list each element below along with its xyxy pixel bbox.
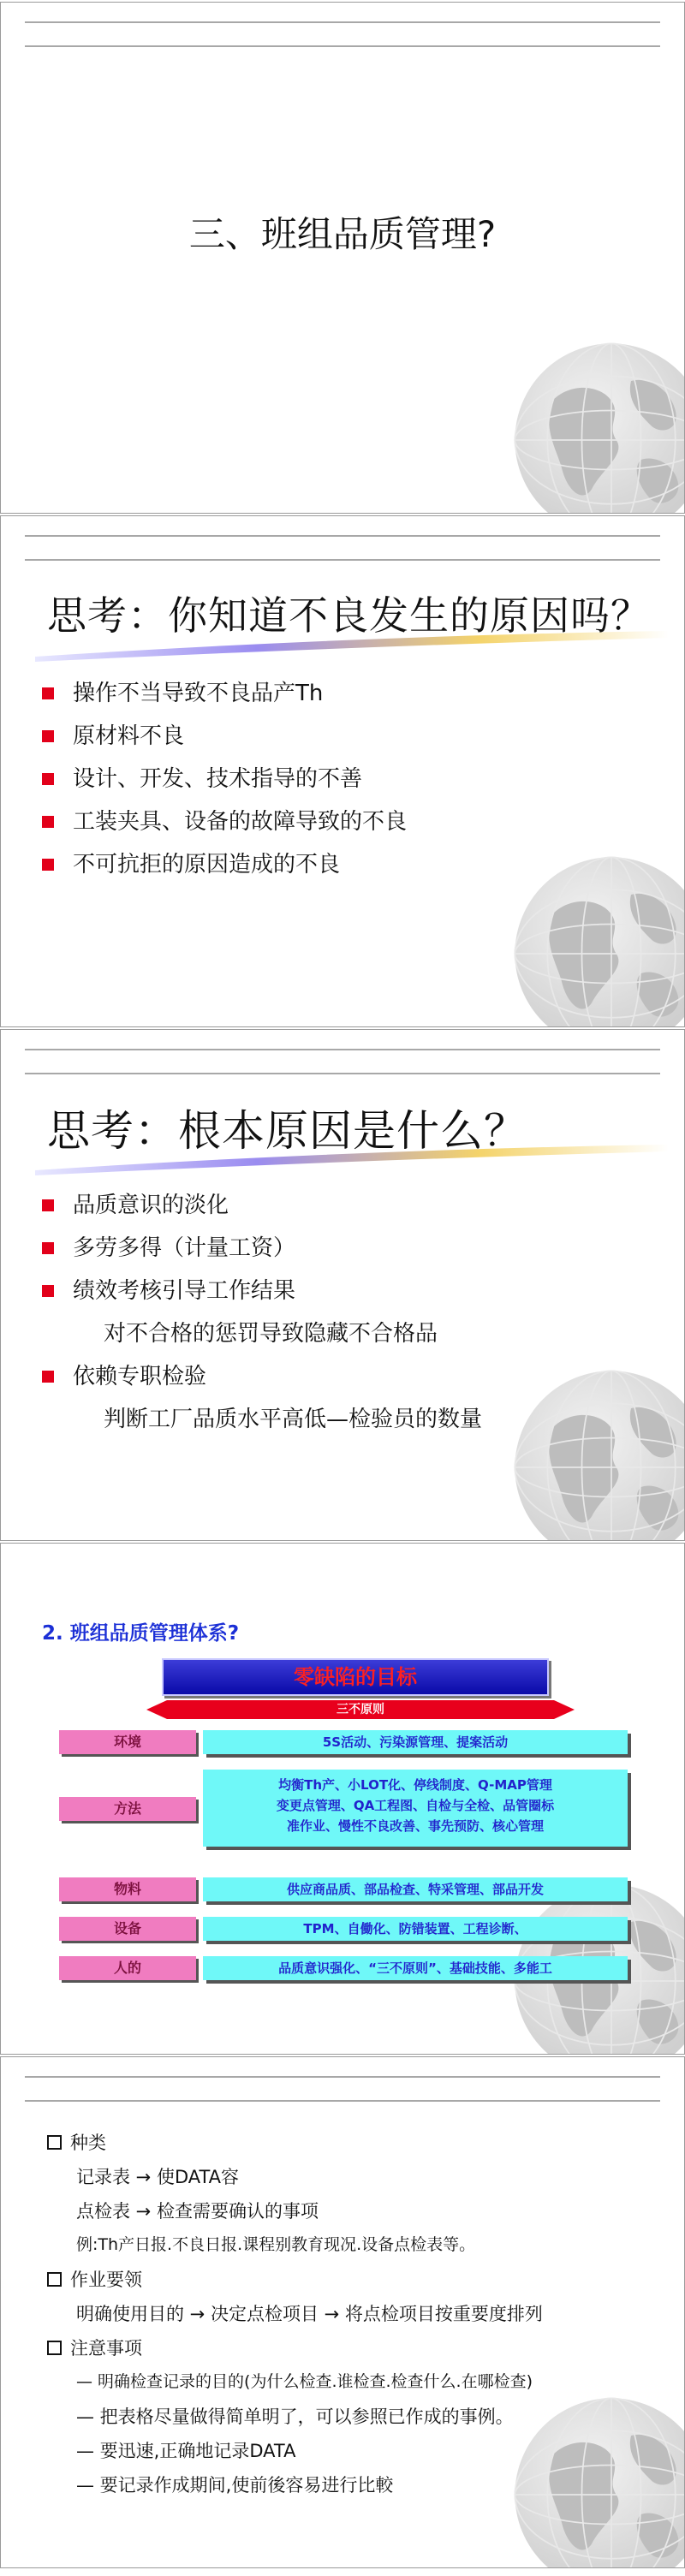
- text-row: — 把表格尽量做得简单明了，可以参照已作成的事例。: [76, 2406, 514, 2427]
- checkbox-icon: [47, 2341, 62, 2355]
- globe-icon: [513, 1369, 685, 1541]
- list-item-text: 多劳多得（计量工资）: [73, 1235, 296, 1261]
- top-rule: [25, 2100, 660, 2102]
- square-bullet-icon: [42, 730, 54, 742]
- list-item-sub: [73, 1312, 482, 1355]
- globe-icon: [513, 342, 685, 514]
- heading-row: [47, 2129, 106, 2155]
- globe-icon: [513, 855, 685, 1027]
- row-box-equipment: [203, 1917, 628, 1941]
- slide-title: 思考：根本原因是什么？: [47, 1106, 527, 1156]
- slide-3: [0, 1029, 685, 1541]
- list-item-sub: [73, 1398, 482, 1441]
- list-item-text: 原材料不良: [73, 723, 185, 749]
- list-item: [73, 843, 407, 886]
- row-box-environment: [203, 1730, 628, 1754]
- slide-5: [0, 2056, 685, 2568]
- row-label-environment: 环境: [59, 1730, 196, 1754]
- text-row: — 要记录作成期间,使前後容易进行比較: [76, 2475, 394, 2496]
- top-rule: [25, 1073, 660, 1074]
- list-item-text: 工装夹具、设备的故障导致的不良: [73, 809, 408, 835]
- text-row: — 明确检查记录的目的(为什么检查.谁检查.检查什么.在哪检查): [76, 2372, 533, 2391]
- list-item: [73, 715, 407, 758]
- slide-4: [0, 1543, 685, 2055]
- top-rule: [25, 2076, 660, 2078]
- text-row: 明确使用目的 → 决定点检项目 → 将点检项目按重要度排列: [76, 2304, 543, 2324]
- list-item-text: 设计、开发、技术指导的不善: [73, 766, 363, 792]
- arrow-band-label: 三不原则: [337, 1703, 384, 1716]
- square-bullet-icon: [42, 859, 54, 871]
- slide-title: 思考：你知道不良发生的原因吗？: [47, 592, 651, 639]
- square-bullet-icon: [42, 773, 54, 785]
- text-row: 点检表 → 检查需要确认的事项: [76, 2201, 319, 2222]
- list-item-text: 不可抗拒的原因造成的不良: [73, 852, 341, 878]
- row-box-line: 品质意识强化、“三不原则”、基础技能、多能工: [278, 1960, 552, 1976]
- row-box-people: [203, 1956, 628, 1980]
- list-item: [73, 758, 407, 800]
- square-bullet-icon: [42, 1371, 54, 1383]
- row-label-method: 方法: [59, 1797, 196, 1821]
- top-rule: [25, 45, 660, 47]
- row-box-material: [203, 1877, 628, 1901]
- list-item-text: 依赖专职检验: [73, 1364, 207, 1389]
- text-row: 例:Th产日报.不良日报.课程别教育现况.设备点检表等。: [76, 2235, 476, 2254]
- row-box-line: 均衡Th产、小LOT化、停线制度、Q-MAP管理: [278, 1777, 552, 1793]
- row-text: 作业要领: [70, 2270, 142, 2290]
- list-item-text: 品质意识的淡化: [73, 1193, 229, 1218]
- top-rule: [25, 535, 660, 537]
- row-box-line: 变更点管理、QA工程图、自检与全检、品管圈标: [276, 1798, 555, 1813]
- text-row: 记录表 → 使DATA容: [76, 2167, 240, 2187]
- globe-icon: [513, 2396, 685, 2568]
- square-bullet-icon: [42, 687, 54, 699]
- cause-list: [73, 672, 407, 886]
- list-item-text: 判断工厂品质水平高低—检验员的数量: [104, 1407, 483, 1432]
- row-box-line: 供应商品质、部品检查、特采管理、部品开发: [286, 1882, 544, 1897]
- list-item: [73, 1184, 482, 1227]
- square-bullet-icon: [42, 1199, 54, 1211]
- row-box-method: [203, 1770, 628, 1847]
- heading-row: [47, 2335, 142, 2360]
- top-rule: [25, 559, 660, 561]
- text-row: — 要迅速,正确地记录DATA: [76, 2441, 296, 2461]
- root-cause-list: [73, 1184, 482, 1441]
- slide-title: 2. 班组品质管理体系?: [42, 1622, 240, 1645]
- row-label-people: 人的: [59, 1956, 196, 1980]
- row-label-material: 物料: [59, 1877, 196, 1901]
- row-box-line: 准作业、慢性不良改善、事先预防、核心管理: [286, 1818, 544, 1834]
- zero-defect-banner: 零缺陷的目标: [162, 1658, 549, 1696]
- list-item: [73, 800, 407, 843]
- list-item-text: 操作不当导致不良品产Th: [73, 681, 324, 706]
- list-item: [73, 1355, 482, 1398]
- row-box-line: 5S活动、污染源管理、提案活动: [322, 1734, 509, 1750]
- checkbox-icon: [47, 2272, 62, 2287]
- square-bullet-icon: [42, 1242, 54, 1254]
- square-bullet-icon: [42, 1285, 54, 1297]
- checkbox-icon: [47, 2135, 62, 2150]
- list-item-text: 绩效考核引导工作结果: [73, 1278, 296, 1304]
- list-item-text: 对不合格的惩罚导致隐藏不合格品: [104, 1321, 438, 1347]
- top-rule: [25, 1049, 660, 1050]
- heading-row: [47, 2266, 142, 2292]
- slide-title: 三、班组品质管理?: [188, 213, 497, 255]
- row-text: 注意事项: [70, 2338, 142, 2359]
- row-label-equipment: 设备: [59, 1917, 196, 1941]
- row-box-line: TPM、自働化、防错装置、工程诊断、: [303, 1921, 527, 1936]
- list-item: [73, 1270, 482, 1312]
- square-bullet-icon: [42, 816, 54, 828]
- top-rule: [25, 21, 660, 23]
- list-item: [73, 672, 407, 715]
- list-item: [73, 1227, 482, 1270]
- slide-2: [0, 515, 685, 1027]
- row-text: 种类: [70, 2133, 106, 2153]
- slide-1: [0, 2, 685, 514]
